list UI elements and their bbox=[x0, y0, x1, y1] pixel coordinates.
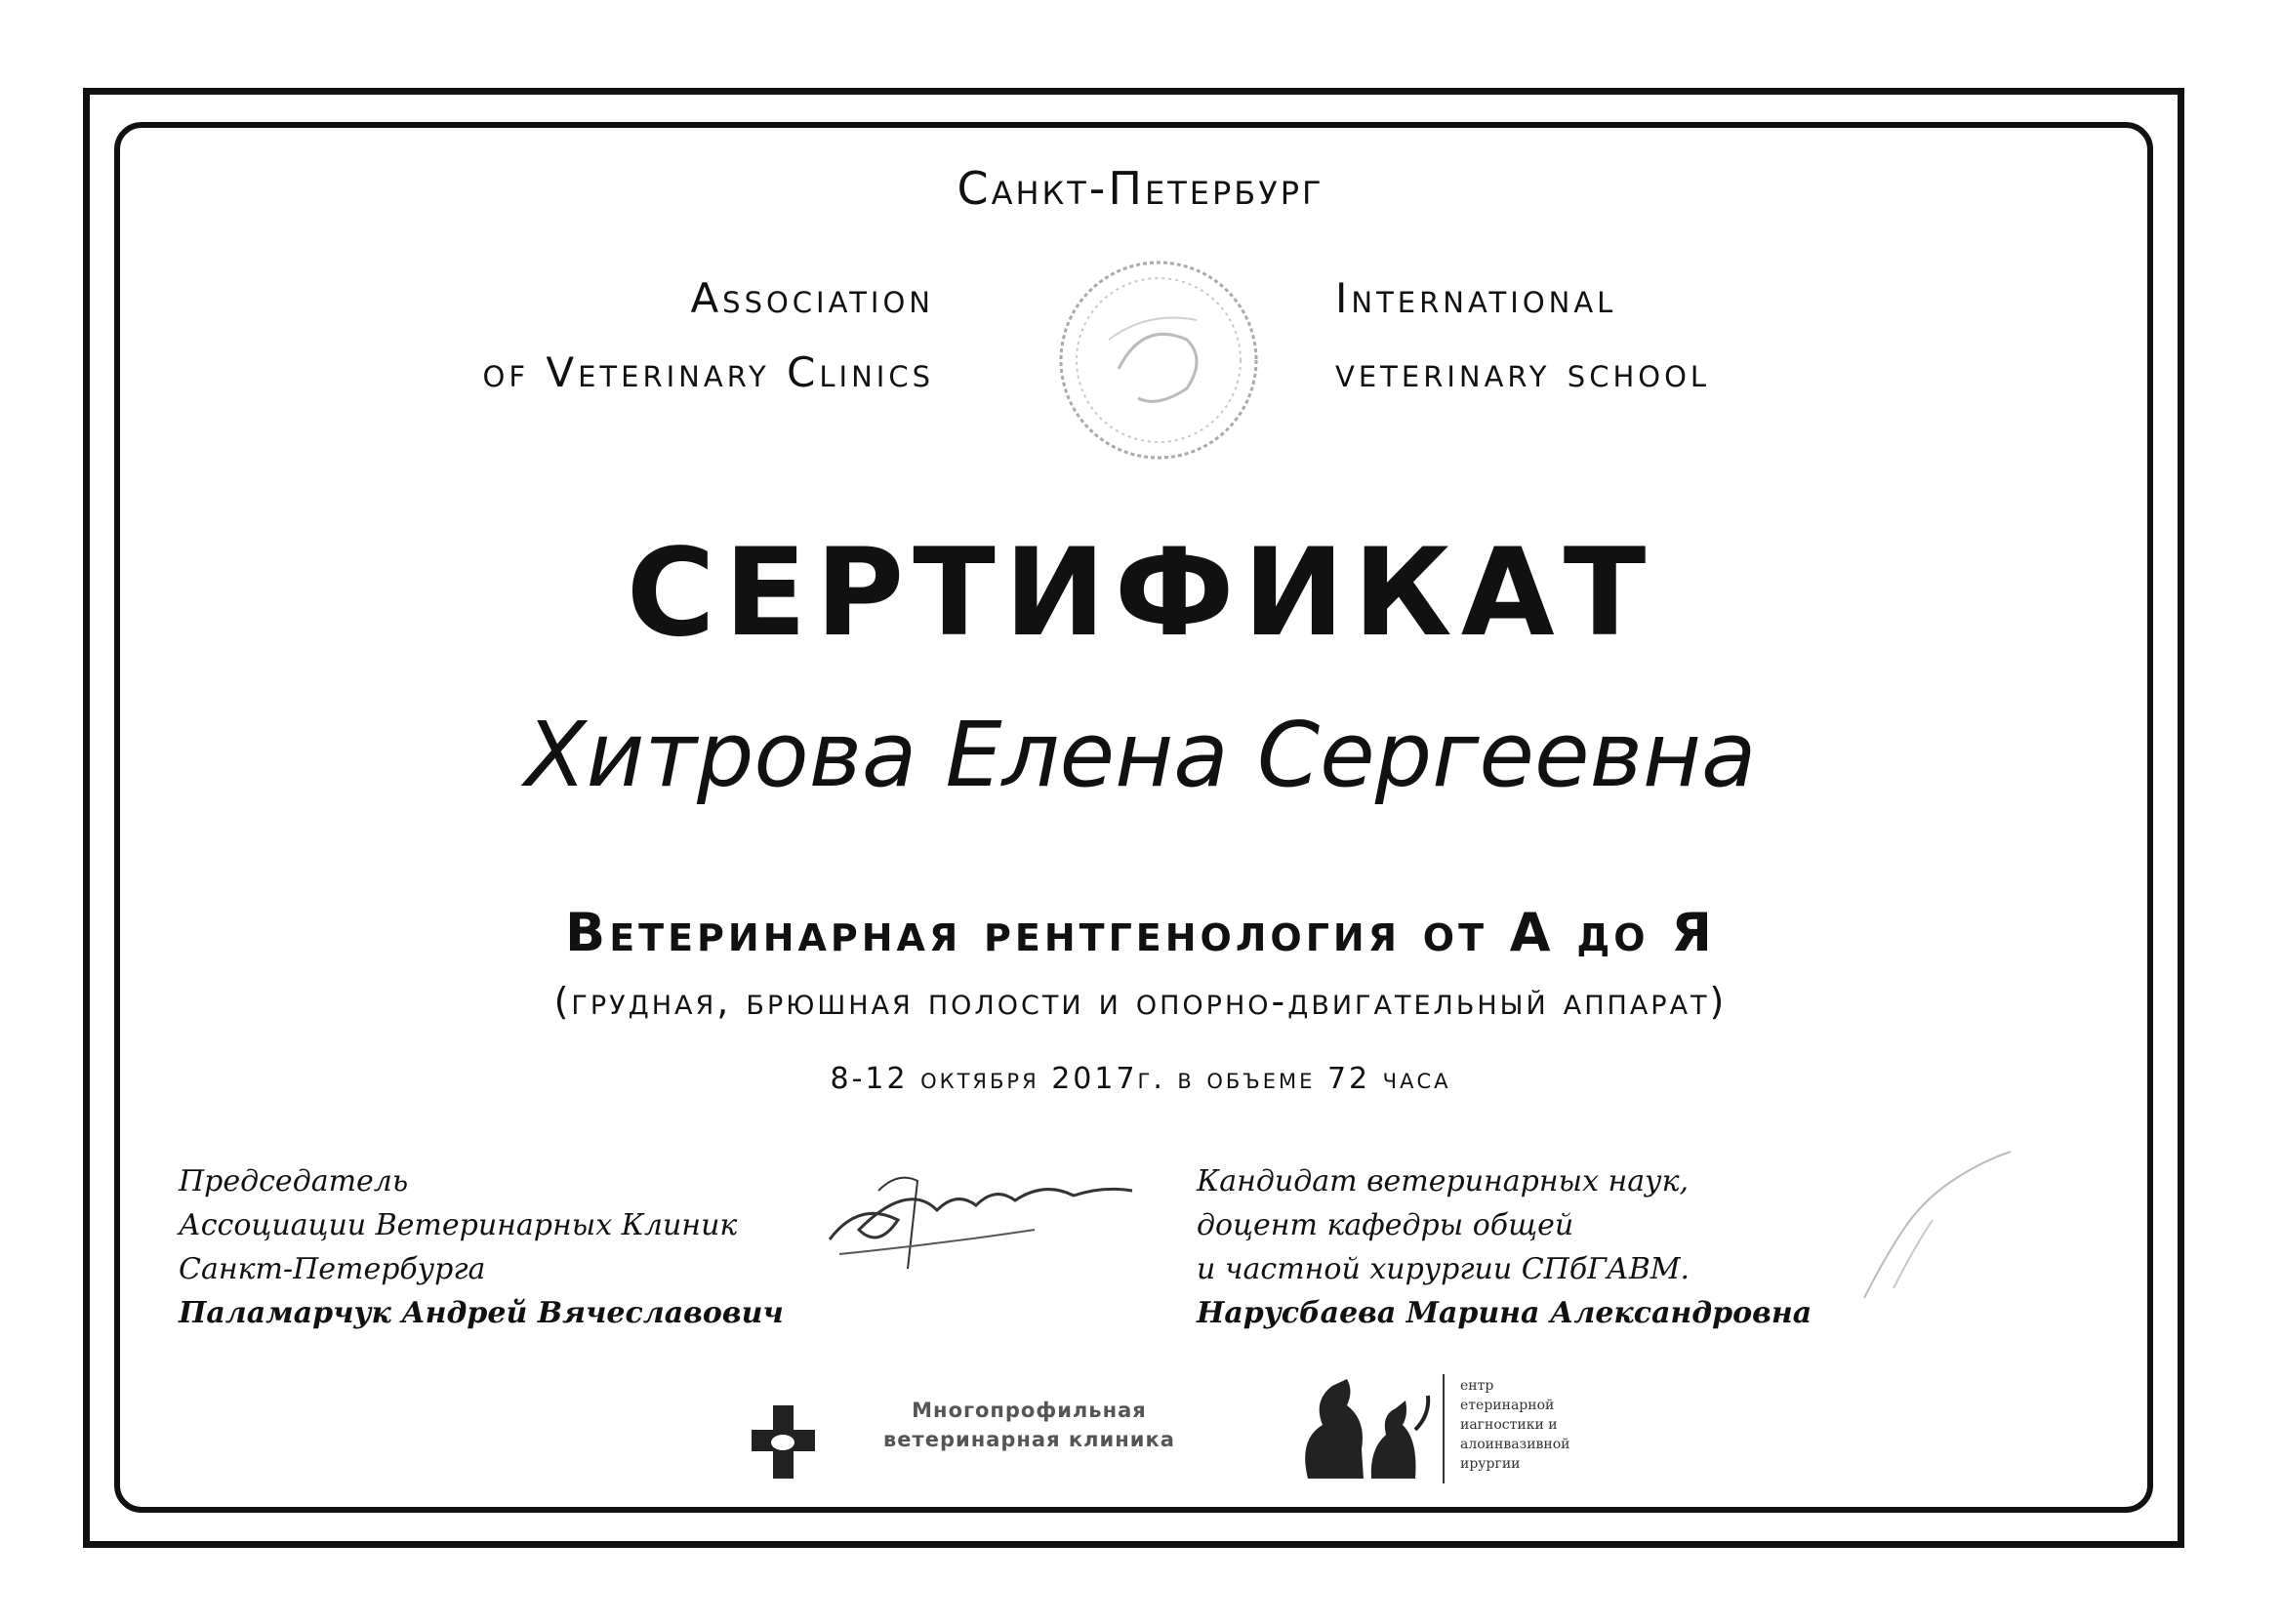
clinic-name bbox=[883, 1396, 1175, 1454]
course-detail: (грудная, брюшная полости и опорно-двигательный аппарат) bbox=[553, 980, 1728, 1023]
left-signatory-line-1: Председатель bbox=[179, 1164, 409, 1198]
association-line-2: of Veterinary Clinics bbox=[482, 348, 934, 396]
stamp-seal-icon bbox=[1050, 252, 1267, 468]
left-signatory-line-3: Санкт-Петербурга bbox=[179, 1252, 486, 1286]
right-signature-icon bbox=[1835, 1142, 2030, 1308]
logo-divider bbox=[1443, 1374, 1445, 1483]
school-line-2: veterinary school bbox=[1335, 348, 1711, 396]
right-signatory-line-2: доцент кафедры общей bbox=[1197, 1208, 1574, 1242]
course-title: Ветеринарная рентгенология от А до Я bbox=[565, 902, 1716, 963]
clinic-name-line-1: Многопрофильная bbox=[912, 1399, 1147, 1422]
left-signatory-line-2: Ассоциации Ветеринарных Клиник bbox=[179, 1208, 738, 1242]
center-line-4: алоинвазивной bbox=[1460, 1437, 1570, 1452]
association-name bbox=[483, 262, 934, 410]
center-line-5: ирургии bbox=[1460, 1456, 1521, 1472]
school-name bbox=[1335, 262, 1710, 410]
certificate-title: СЕРТИФИКАТ bbox=[626, 523, 1655, 664]
center-line-1: ентр bbox=[1460, 1378, 1494, 1394]
center-line-3: иагностики и bbox=[1460, 1417, 1558, 1433]
center-line-2: етеринарной bbox=[1460, 1398, 1555, 1413]
course-dates: 8-12 октября 2017г. в объеме 72 часа bbox=[830, 1062, 1451, 1096]
left-signatory-name: Паламарчук Андрей Вячеславович bbox=[179, 1296, 784, 1330]
animal-center-logo-icon bbox=[1293, 1371, 1435, 1483]
right-signatory bbox=[1197, 1159, 1812, 1335]
city-heading: Санкт-Петербург bbox=[957, 162, 1324, 215]
clinic-cross-logo-icon bbox=[752, 1405, 815, 1479]
left-signatory bbox=[179, 1159, 784, 1335]
recipient-name: Хитрова Елена Сергеевна bbox=[524, 703, 1757, 807]
association-line-1: Association bbox=[690, 274, 934, 322]
right-signatory-line-3: и частной хирургии СПбГАВМ. bbox=[1197, 1252, 1690, 1286]
left-signature-icon bbox=[820, 1161, 1142, 1279]
right-signatory-name: Нарусбаева Марина Александровна bbox=[1197, 1296, 1813, 1330]
diagnostic-center-name bbox=[1460, 1376, 1570, 1474]
clinic-name-line-2: ветеринарная клиника bbox=[883, 1428, 1175, 1451]
right-signatory-line-1: Кандидат ветеринарных наук, bbox=[1197, 1164, 1690, 1198]
school-line-1: International bbox=[1335, 274, 1617, 322]
